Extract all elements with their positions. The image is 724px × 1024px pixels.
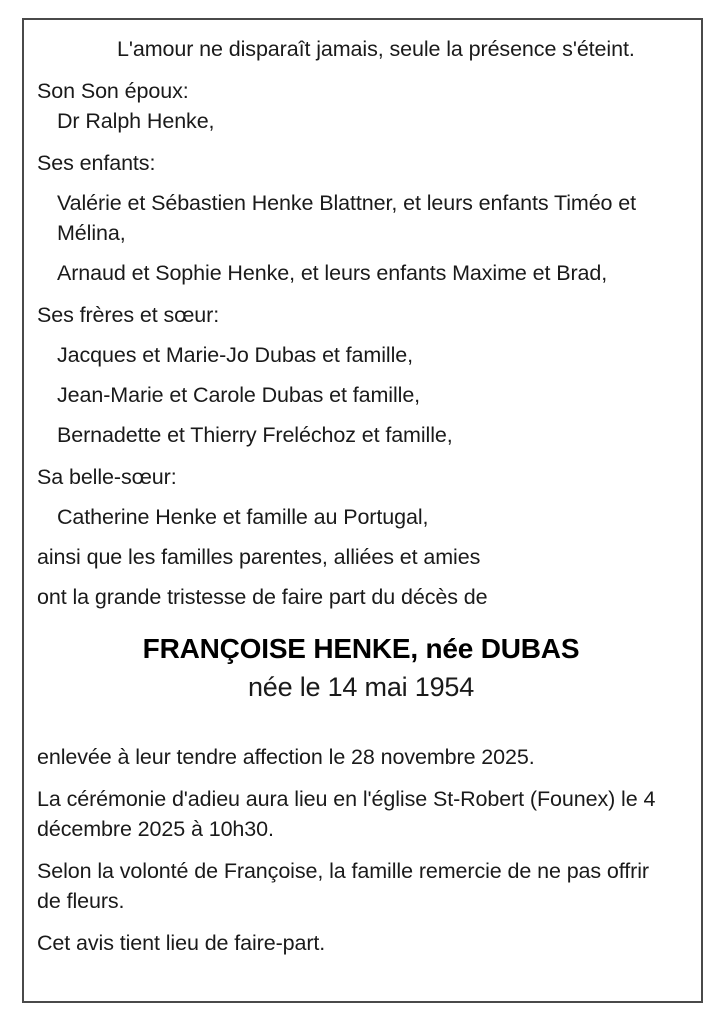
section-spacer [37, 492, 691, 502]
section-spacer [37, 572, 691, 582]
section-spacer [37, 136, 691, 146]
paragraph-ceremony: La cérémonie d'adieu aura lieu en l'église St-Robert (Founex) le 4 décembre 2025 à 10h30. [37, 787, 662, 841]
group-heading-children: Ses enfants: [37, 151, 156, 175]
section-spacer [37, 532, 691, 542]
section-spacer [37, 330, 691, 340]
death-notice-card [22, 18, 703, 1003]
epigraph-text: L'amour ne disparaît jamais, seule la présence s'éteint. [117, 37, 635, 61]
family-entry: Jacques et Marie-Jo Dubas et famille, [57, 343, 413, 367]
notice-body [24, 20, 701, 1001]
group-heading-spouse: Son Son époux: [37, 79, 189, 103]
family-entry: Jean-Marie et Carole Dubas et famille, [57, 383, 421, 407]
section-spacer [37, 288, 691, 298]
closing-line-announcement: ont la grande tristesse de faire part du décès de [37, 585, 488, 609]
deceased-name: FRANÇOISE HENKE, née DUBAS [142, 633, 580, 664]
deceased-birth-date: née le 14 mai 1954 [247, 672, 475, 702]
group-heading-siblings: Ses frères et sœur: [37, 303, 220, 327]
family-entry: Dr Ralph Henke, [57, 109, 215, 133]
section-spacer [37, 248, 691, 258]
section-spacer [37, 370, 691, 380]
paragraph-flowers: Selon la volonté de Françoise, la famille remercie de ne pas offrir de fleurs. [37, 859, 655, 913]
family-entry: Arnaud et Sophie Henke, et leurs enfants Maxime et Brad, [57, 261, 608, 285]
family-entry: Bernadette et Thierry Freléchoz et famille, [57, 423, 453, 447]
family-entry: Catherine Henke et famille au Portugal, [57, 505, 429, 529]
section-spacer [37, 410, 691, 420]
section-spacer [37, 712, 691, 742]
group-heading-sister-in-law: Sa belle-sœur: [37, 465, 177, 489]
section-spacer [37, 178, 691, 188]
family-entry: Valérie et Sébastien Henke Blattner, et leurs enfants Timéo et Mélina, [57, 191, 642, 245]
section-spacer [37, 450, 691, 460]
closing-line-families: ainsi que les familles parentes, alliées et amies [37, 545, 481, 569]
deceased-block [37, 630, 691, 706]
paragraph-faire-part: Cet avis tient lieu de faire-part. [37, 931, 326, 955]
paragraph-passing: enlevée à leur tendre affection le 28 novembre 2025. [37, 745, 535, 769]
